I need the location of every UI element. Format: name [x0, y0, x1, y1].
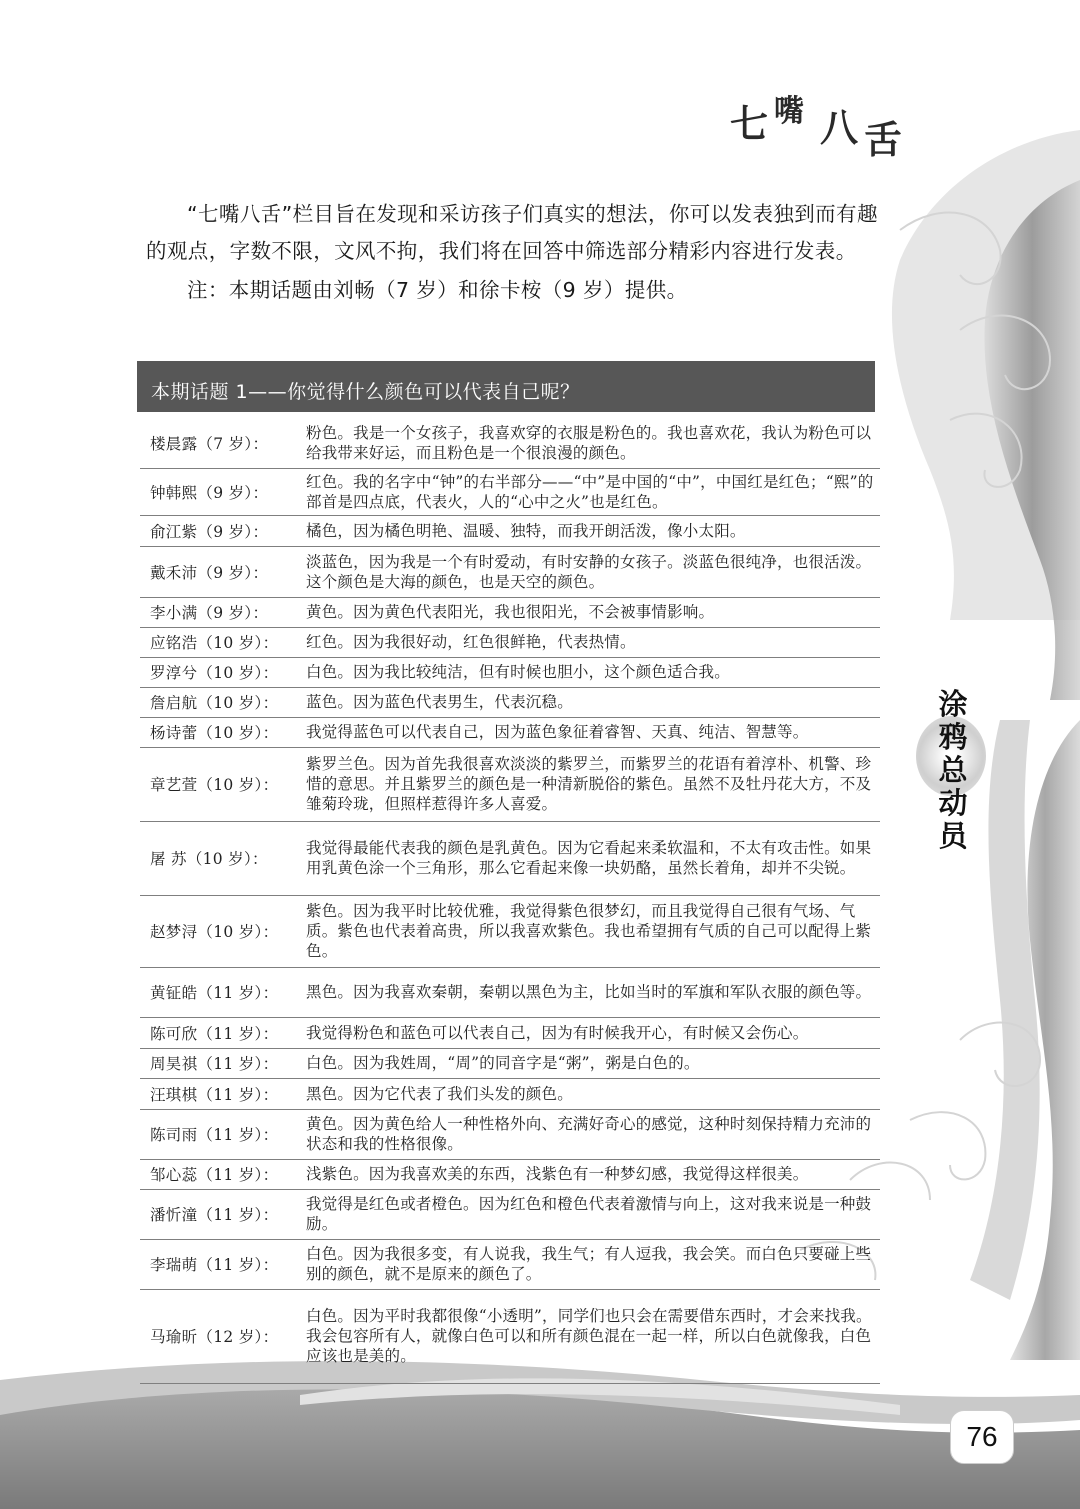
table-row	[140, 1239, 880, 1289]
respondent-answer: 我觉得蓝色可以代表自己，因为蓝色象征着睿智、天真、纯洁、智慧等。	[306, 717, 880, 747]
respondent-name: 楼晨露（7 岁）：	[140, 418, 306, 468]
respondent-name: 戴禾沛（9 岁）：	[140, 546, 306, 597]
respondent-name: 赵梦浔（10 岁）：	[140, 895, 306, 967]
respondent-answer: 橘色，因为橘色明艳、温暖、独特，而我开朗活泼，像小太阳。	[306, 515, 880, 546]
respondent-name: 陈司雨（11 岁）：	[140, 1109, 306, 1159]
respondent-name: 杨诗蕾（10 岁）：	[140, 717, 306, 747]
column-title-char-1: 七	[730, 102, 769, 146]
respondent-name: 李小满（9 岁）：	[140, 597, 306, 627]
table-row	[140, 657, 880, 687]
table-row	[140, 747, 880, 821]
side-label-char: 鸦	[938, 720, 968, 754]
respondent-name: 马瑜昕（12 岁）：	[140, 1289, 306, 1383]
column-title-char-2: 嘴	[774, 94, 804, 129]
table-row	[140, 1109, 880, 1159]
respondent-answer: 白色。因为平时我都很像“小透明”，同学们也只会在需要借东西时，才会来找我。我会包容所有人，就像白色可以和所有颜色混在一起一样，所以白色就像我，白色应该也是美的。	[306, 1289, 880, 1383]
respondent-answer: 黄色。因为黄色给人一种性格外向、充满好奇心的感觉，这种时刻保持精力充沛的状态和我的性格很像。	[306, 1109, 880, 1159]
table-row	[140, 546, 880, 597]
respondent-answer: 我觉得粉色和蓝色可以代表自己，因为有时候我开心，有时候又会伤心。	[306, 1017, 880, 1048]
table-row	[140, 515, 880, 546]
respondent-answer: 紫色。因为我平时比较优雅，我觉得紫色很梦幻，而且我觉得自己很有气场、气质。紫色也代表着高贵，所以我喜欢紫色。我也希望拥有气质的自己可以配得上紫色。	[306, 895, 880, 967]
table-row	[140, 418, 880, 468]
respondent-name: 汪琪棋（11 岁）：	[140, 1078, 306, 1109]
respondent-name: 周昊祺（11 岁）：	[140, 1048, 306, 1078]
table-row	[140, 1017, 880, 1048]
respondent-name: 屠 苏（10 岁）：	[140, 821, 306, 895]
respondent-name: 黄钲皓（11 岁）：	[140, 967, 306, 1017]
side-label-char: 总	[938, 753, 968, 787]
respondent-answer: 粉色。我是一个女孩子，我喜欢穿的衣服是粉色的。我也喜欢花，我认为粉色可以给我带来好运，而且粉色是一个很浪漫的颜色。	[306, 418, 880, 468]
respondent-name: 邹心蕊（11 岁）：	[140, 1159, 306, 1189]
respondent-name: 钟韩熙（9 岁）：	[140, 468, 306, 515]
table-row	[140, 895, 880, 967]
respondent-name: 陈可欣（11 岁）：	[140, 1017, 306, 1048]
respondent-name: 章艺萱（10 岁）：	[140, 747, 306, 821]
respondent-answer: 黄色。因为黄色代表阳光，我也很阳光，不会被事情影响。	[306, 597, 880, 627]
respondent-answer: 红色。我的名字中“钟”的右半部分——“中”是中国的“中”，中国红是红色；“熙”的部首是四点底，代表火，人的“心中之火”也是红色。	[306, 468, 880, 515]
respondent-answer: 淡蓝色，因为我是一个有时爱动，有时安静的女孩子。淡蓝色很纯净，也很活泼。这个颜色是大海的颜色，也是天空的颜色。	[306, 546, 880, 597]
column-title-char-4: 舌	[864, 118, 903, 162]
table-row	[140, 627, 880, 657]
respondent-answer: 蓝色。因为蓝色代表男生，代表沉稳。	[306, 687, 880, 717]
respondent-answer: 白色。因为我姓周，“周”的同音字是“粥”，粥是白色的。	[306, 1048, 880, 1078]
respondent-name: 罗淳兮（10 岁）：	[140, 657, 306, 687]
intro-paragraph: “七嘴八舌”栏目旨在发现和采访孩子们真实的想法，你可以发表独到而有趣的观点，字数不限，文风不拘，我们将在回答中筛选部分精彩内容进行发表。	[146, 202, 878, 263]
side-label-char: 员	[938, 819, 968, 853]
table-row	[140, 1189, 880, 1239]
intro-text	[146, 196, 886, 309]
table-row	[140, 1048, 880, 1078]
table-row	[140, 821, 880, 895]
respondent-name: 俞江紫（9 岁）：	[140, 515, 306, 546]
side-label-char: 涂	[938, 687, 968, 721]
respondent-answer: 白色。因为我很多变，有人说我，我生气；有人逗我，我会笑。而白色只要碰上些别的颜色，就不是原来的颜色了。	[306, 1239, 880, 1289]
table-row	[140, 967, 880, 1017]
page-number: 76	[950, 1410, 1014, 1464]
table-row	[140, 597, 880, 627]
answers-table	[140, 418, 880, 1384]
column-title-char-3: 八	[820, 106, 859, 150]
respondent-answer: 浅紫色。因为我喜欢美的东西，浅紫色有一种梦幻感，我觉得这样很美。	[306, 1159, 880, 1189]
respondent-answer: 黑色。因为它代表了我们头发的颜色。	[306, 1078, 880, 1109]
respondent-answer: 我觉得是红色或者橙色。因为红色和橙色代表着激情与向上，这对我来说是一种鼓励。	[306, 1189, 880, 1239]
table-row	[140, 687, 880, 717]
respondent-name: 潘忻潼（11 岁）：	[140, 1189, 306, 1239]
respondent-name: 应铭浩（10 岁）：	[140, 627, 306, 657]
side-label-char: 动	[938, 786, 968, 820]
table-row	[140, 468, 880, 515]
intro-note: 注：本期话题由刘畅（7 岁）和徐卡桉（9 岁）提供。	[187, 278, 688, 302]
table-row	[140, 1289, 880, 1383]
respondent-answer: 红色。因为我很好动，红色很鲜艳，代表热情。	[306, 627, 880, 657]
respondent-answer: 黑色。因为我喜欢秦朝，秦朝以黑色为主，比如当时的军旗和军队衣服的颜色等。	[306, 967, 880, 1017]
section-side-label	[914, 688, 994, 858]
side-label-text	[936, 688, 970, 853]
respondent-name: 詹启航（10 岁）：	[140, 687, 306, 717]
table-row	[140, 717, 880, 747]
table-row	[140, 1159, 880, 1189]
topic-header: 本期话题 1——你觉得什么颜色可以代表自己呢？	[137, 361, 875, 412]
respondent-answer: 紫罗兰色。因为首先我很喜欢淡淡的紫罗兰，而紫罗兰的花语有着淳朴、机警、珍惜的意思。并且紫罗兰的颜色是一种清新脱俗的紫色。虽然不及牡丹花大方，不及雏菊玲珑，但照样惹得许多人喜爱。	[306, 747, 880, 821]
respondent-answer: 我觉得最能代表我的颜色是乳黄色。因为它看起来柔软温和，不太有攻击性。如果用乳黄色涂一个三角形，那么它看起来像一块奶酪，虽然长着角，却并不尖锐。	[306, 821, 880, 895]
respondent-answer: 白色。因为我比较纯洁，但有时候也胆小，这个颜色适合我。	[306, 657, 880, 687]
column-title	[730, 92, 920, 162]
respondent-name: 李瑞萌（11 岁）：	[140, 1239, 306, 1289]
table-row	[140, 1078, 880, 1109]
